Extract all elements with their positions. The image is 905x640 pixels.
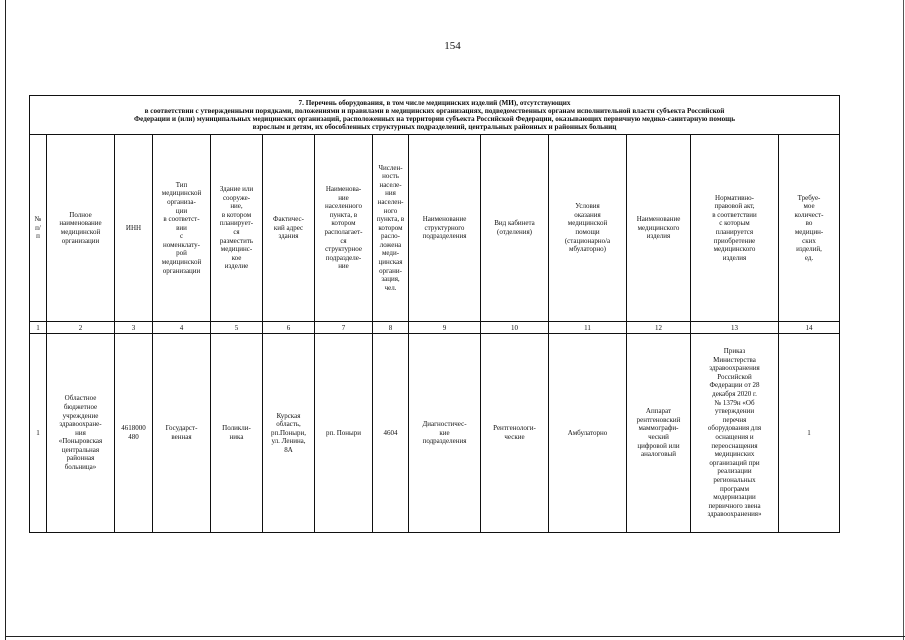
column-header-population: Числен- ность населе- ния населен- ного пункта, в котором расло- ложена меди- цинская органи- зация, чел. [373,135,409,322]
subdivision-cell: Диагностичес- кие подразделения [409,334,481,533]
inn-cell: 4618000 480 [115,334,153,533]
population-cell: 4604 [373,334,409,533]
table-title-line: в соответствии с утвержденными порядками, положениями и правилами в медицинских организациях, подведомственных органам исполнительной власти субъекта Российской [144,106,725,115]
column-header-subdivision: Наименование структурного подразделения [409,135,481,322]
column-header-inn: ИНН [115,135,153,322]
column-number: 13 [691,322,779,334]
column-number: 8 [373,322,409,334]
column-header-device-name: Наименование медицинского изделия [627,135,691,322]
column-number: 10 [481,322,549,334]
building-cell: Поликли- ника [211,334,263,533]
column-number: 5 [211,322,263,334]
table-title [30,96,840,135]
column-header-locality: Наименова- ние населенного пункта, в котором располагает- ся структурное подразделе- ние [315,135,373,322]
scan-border-bottom [5,636,905,637]
device-name-cell: Аппарат рентгеновский маммографи- ческий цифровой или аналоговый [627,334,691,533]
locality-cell: рп. Поныри [315,334,373,533]
row-number-cell: 1 [30,334,47,533]
column-number: 3 [115,322,153,334]
column-header-row [30,135,840,322]
column-number: 9 [409,322,481,334]
column-header-building: Здание или сооруже- ние, в котором планирует- ся разместить медицинс- кое изделие [211,135,263,322]
column-header-organization: Полное наименование медицинской организации [47,135,115,322]
cabinet-type-cell: Рентгенологи- ческие [481,334,549,533]
column-number: 14 [779,322,840,334]
column-header-address: Фактичес- кий адрес здания [263,135,315,322]
column-number: 6 [263,322,315,334]
column-header-number: № п/ п [30,135,47,322]
table-row [30,334,840,533]
page-number: 154 [444,40,461,52]
quantity-cell: 1 [779,334,840,533]
table-title-line: Федерации и (или) муниципальных медицинских организаций, расположенных на территории субъекта Российской Федерации, оказывающих первичную медико-санитарную помощь [133,115,736,123]
org-type-cell: Государст- венная [153,334,211,533]
organization-cell: Областное бюджетное учреждение здравоохране- ния «Поныровская центральная районная больница» [47,334,115,533]
table-title-line: взрослым и детям, их обособленных структурных подразделений, центральных районных и районных больниц [252,123,617,132]
column-number: 12 [627,322,691,334]
column-header-legal-act: Нормативно- правовой акт, в соответствии с которым планируется приобретение медицинского изделия [691,135,779,322]
column-number: 11 [549,322,627,334]
column-number: 4 [153,322,211,334]
column-number: 2 [47,322,115,334]
column-header-org-type: Тип медицинской организа- ции в соответст- вии с номенклату- рой медицинской организации [153,135,211,322]
column-number-row [30,322,840,334]
legal-act-cell: Приказ Министерства здравоохранения Российской Федерации от 28 декабря 2020 г. № 1379н «Об утверждении перечня оборудования для оснащения и переоснащения медицинских организаций при реализации региональных программ модернизации первичного звена здравоохранения» [691,334,779,533]
scan-border-right [903,0,904,640]
table-title-row [30,96,840,135]
column-header-care-conditions: Условия оказания медицинской помощи (стационарно/а мбулаторно) [549,135,627,322]
scan-border-left [5,0,6,640]
column-number: 1 [30,322,47,334]
column-header-cabinet-type: Вид кабинета (отделения) [481,135,549,322]
column-number: 7 [315,322,373,334]
address-cell: Курская область, рп.Поныри, ул. Ленина, 8А [263,334,315,533]
table-title-line: 7. Перечень оборудования, в том числе медицинских изделий (МИ), отсутствующих [298,98,571,107]
care-conditions-cell: Амбулаторно [549,334,627,533]
column-header-quantity: Требуе- мое количест- во медицин- ских изделий, ед. [779,135,840,322]
equipment-table [29,95,840,533]
